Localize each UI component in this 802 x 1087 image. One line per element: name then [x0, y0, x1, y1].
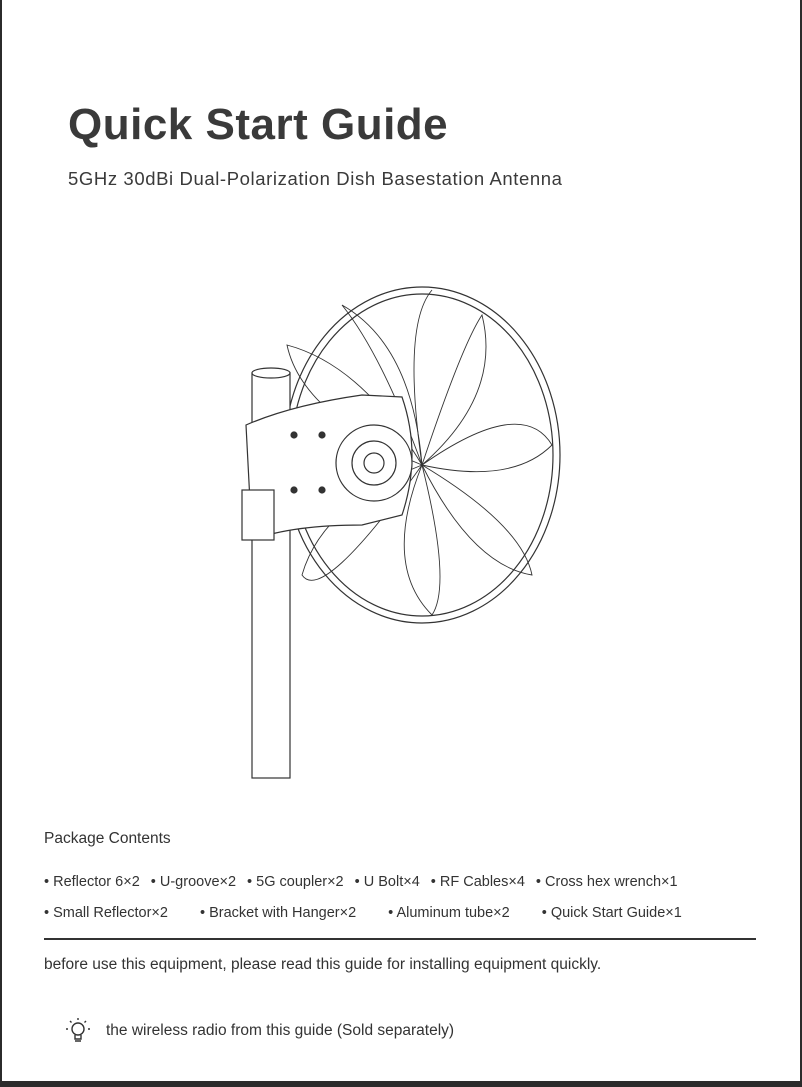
page-subtitle: 5GHz 30dBi Dual-Polarization Dish Basestation Antenna	[68, 168, 563, 189]
guide-page	[2, 0, 802, 1081]
divider	[44, 938, 756, 940]
tip-text: the wireless radio from this guide (Sold separately)	[106, 1022, 455, 1039]
package-item: • Bracket with Hanger×2	[200, 905, 356, 921]
package-item: • RF Cables×4	[431, 874, 525, 890]
dish-antenna-illustration	[232, 285, 572, 785]
package-item: • Quick Start Guide×1	[542, 905, 682, 921]
lightbulb-icon	[64, 1016, 92, 1046]
package-item: • Reflector 6×2	[44, 874, 140, 890]
instruction-note: before use this equipment, please read this guide for installing equipment quickly.	[44, 956, 602, 973]
package-item: • Small Reflector×2	[44, 905, 168, 921]
package-list-row-2	[44, 905, 682, 921]
package-item: • U-groove×2	[151, 874, 236, 890]
package-item: • 5G coupler×2	[247, 874, 344, 890]
package-item: • Aluminum tube×2	[388, 905, 510, 921]
package-item: • Cross hex wrench×1	[536, 874, 678, 890]
tip	[64, 1016, 454, 1046]
package-list-row-1	[44, 874, 678, 890]
page-title: Quick Start Guide	[68, 100, 449, 149]
package-contents-heading: Package Contents	[44, 830, 171, 847]
package-item: • U Bolt×4	[355, 874, 420, 890]
